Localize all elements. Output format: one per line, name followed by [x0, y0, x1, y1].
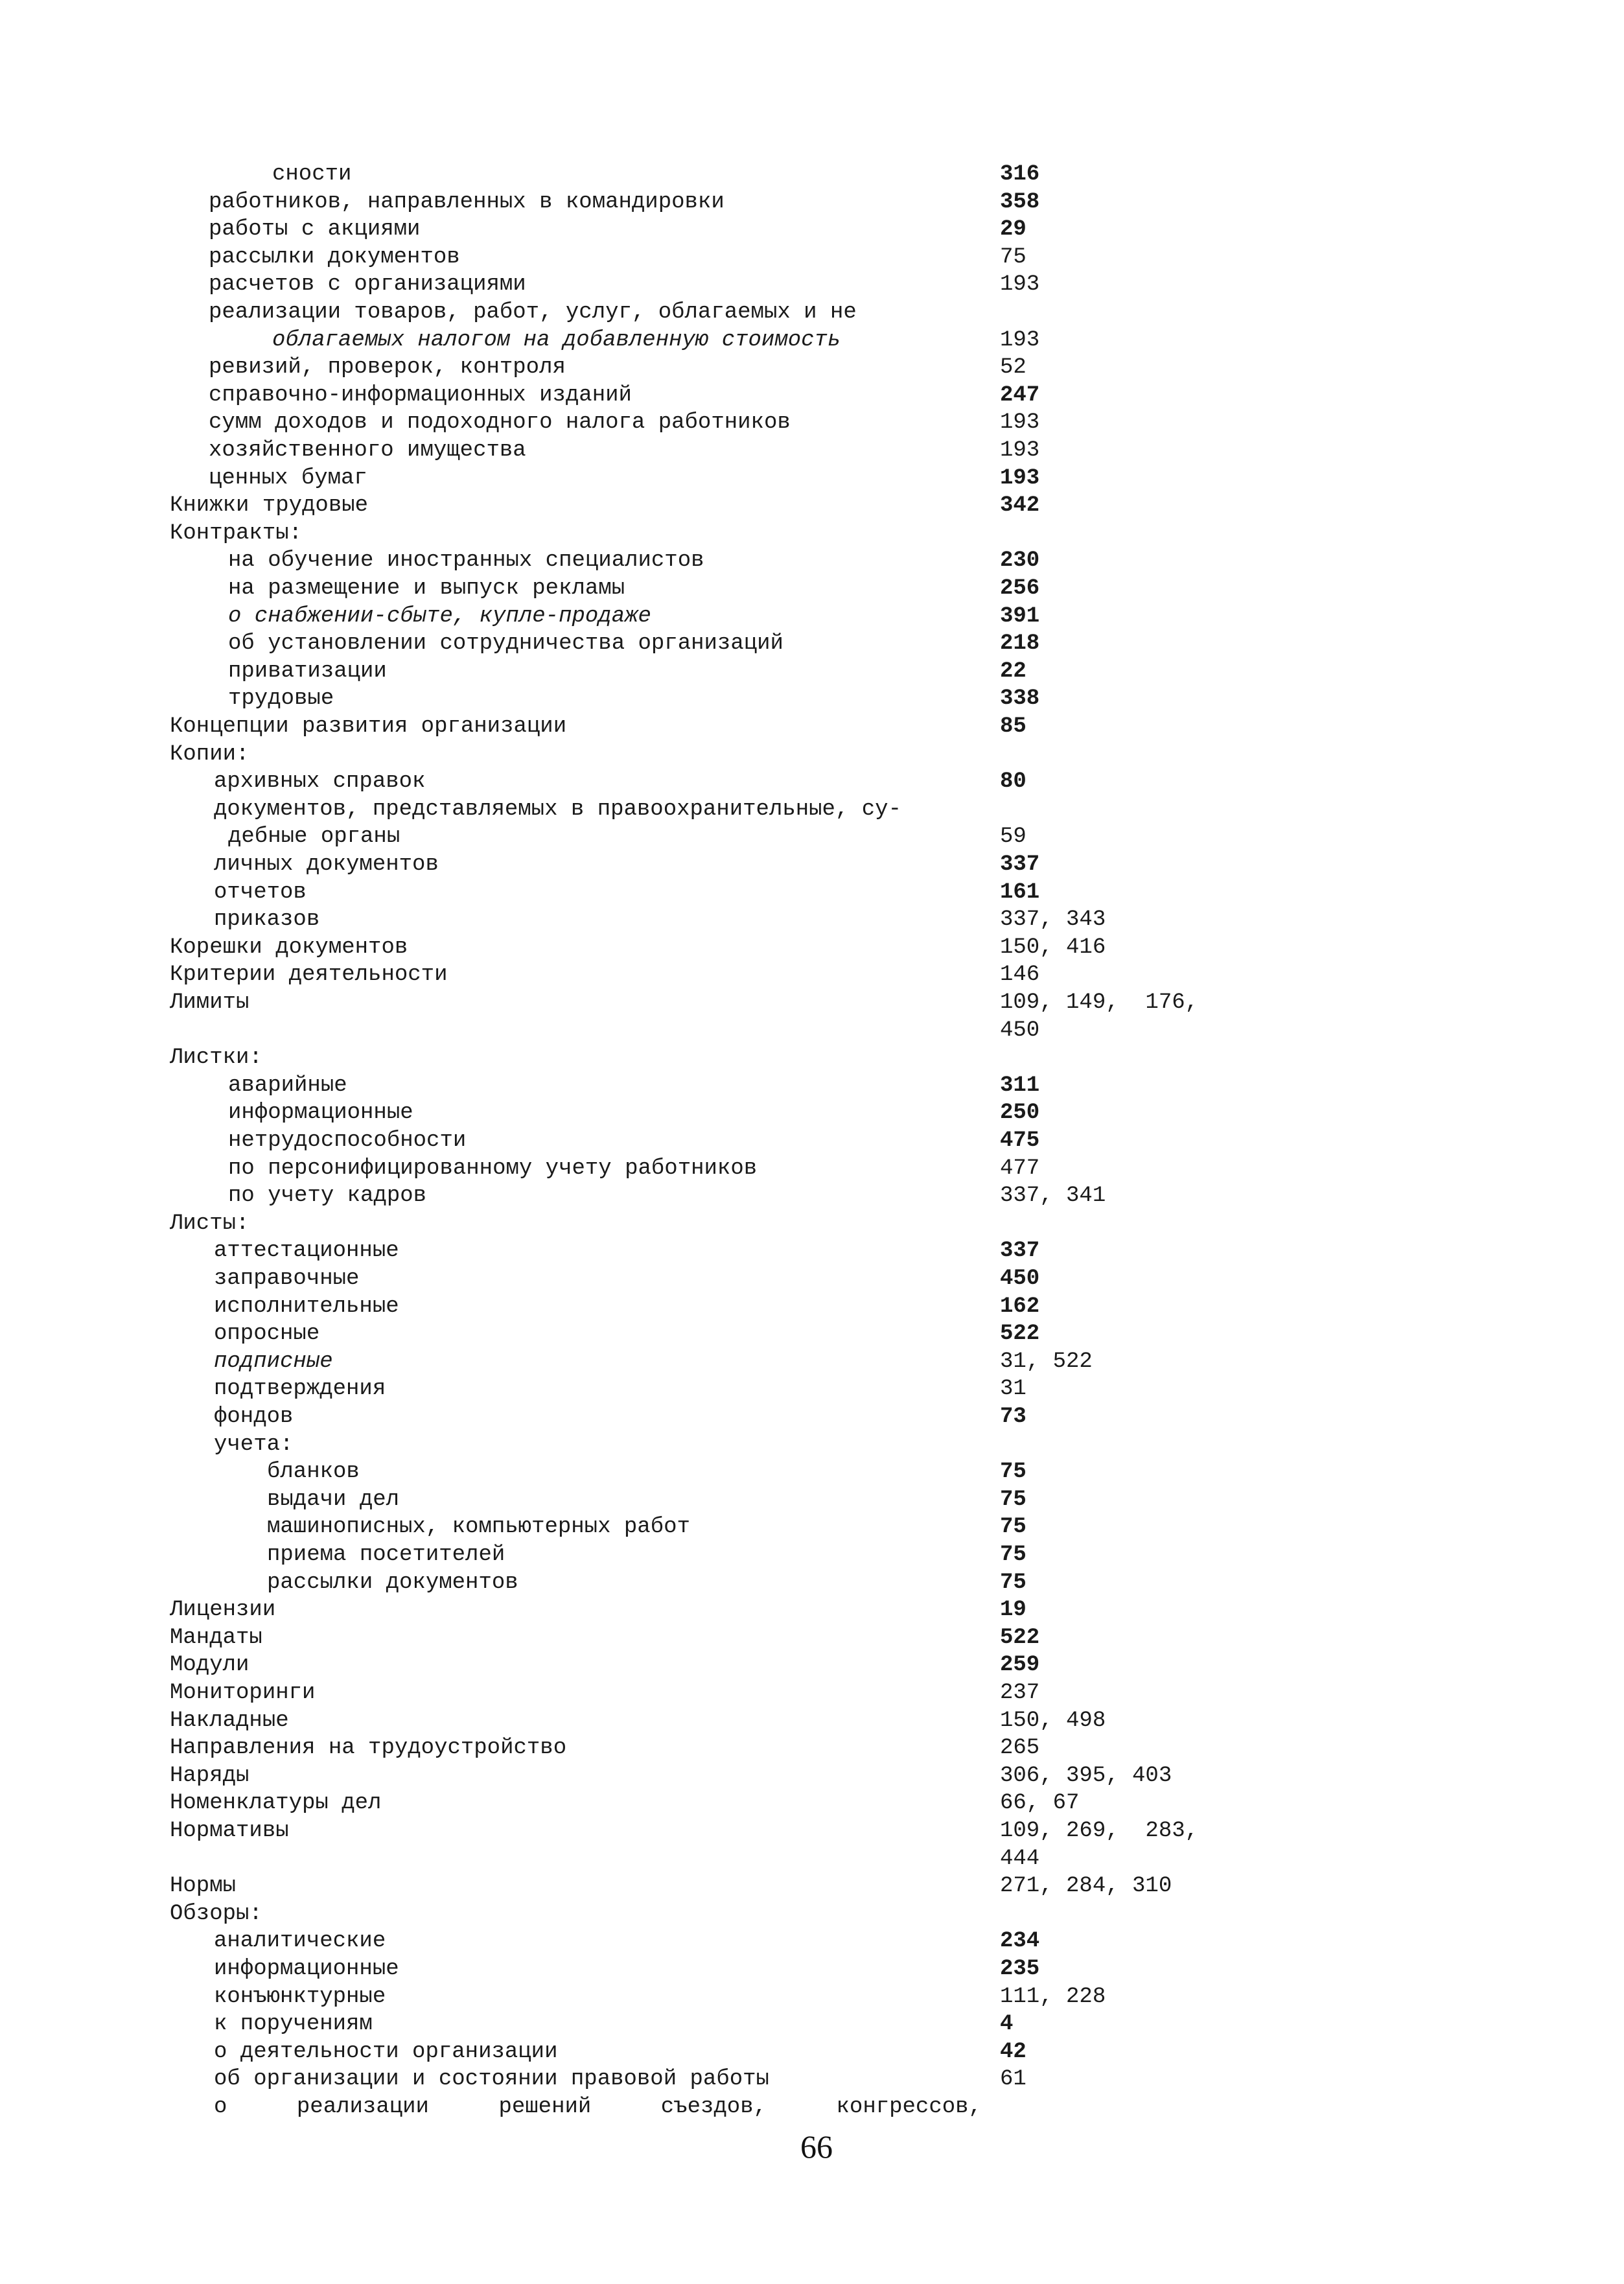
entry-page-refs: 522 [1000, 1625, 1040, 1650]
index-entry [0, 851, 1624, 878]
entry-term: трудовые [228, 686, 334, 712]
entry-term: Обзоры: [170, 1901, 262, 1926]
entry-page-refs: 475 [1000, 1128, 1040, 1153]
index-entry [0, 2093, 1624, 2121]
entry-term: Корешки документов [170, 935, 408, 960]
index-entry [0, 271, 1624, 298]
entry-term: Модули [170, 1653, 249, 1678]
index-entry [0, 1486, 1624, 1513]
index-entry [0, 658, 1624, 685]
entry-term: личных документов [214, 852, 439, 877]
entry-term: на размещение и выпуск рекламы [228, 576, 625, 601]
entry-page-refs: 342 [1000, 493, 1040, 519]
index-entry [0, 741, 1624, 768]
entry-page-refs: 73 [1000, 1404, 1027, 1429]
entry-term: рассылки документов [209, 244, 460, 270]
entry-page-refs: 271, 284, 310 [1000, 1874, 1172, 1899]
entry-page-refs: 338 [1000, 686, 1040, 712]
index-entry [0, 244, 1624, 271]
index-entry [0, 354, 1624, 381]
entry-term: бланков [267, 1460, 360, 1485]
entry-term: приватизации [228, 658, 387, 684]
index-entry [0, 1293, 1624, 1320]
entry-term: работников, направленных в командировки [209, 189, 725, 215]
index-entry [0, 989, 1624, 1016]
entry-page-refs: 234 [1000, 1929, 1040, 1954]
index-entry [0, 1983, 1624, 2010]
index-entry [0, 382, 1624, 409]
entry-page-refs: 75 [1000, 244, 1027, 270]
index-entry [0, 327, 1624, 354]
index-entry [0, 1955, 1624, 1983]
entry-term: аналитические [214, 1929, 386, 1954]
index-entry [0, 1541, 1624, 1568]
index-entry [0, 1403, 1624, 1430]
index-entry [0, 437, 1624, 464]
entry-term: Мониторинги [170, 1681, 316, 1705]
entry-page-refs: 477 [1000, 1156, 1040, 1181]
index-entry [0, 1458, 1624, 1486]
entry-term: справочно-информационных изданий [209, 382, 632, 408]
index-entry [0, 299, 1624, 326]
entry-term: выдачи дел [267, 1487, 400, 1512]
index-entry [0, 575, 1624, 602]
entry-term: аварийные [228, 1073, 347, 1098]
entry-page-refs: 193 [1000, 410, 1040, 436]
entry-page-refs: 4 [1000, 2012, 1014, 2037]
index-entry [0, 1624, 1624, 1651]
index-entry [0, 547, 1624, 574]
entry-page-refs: 259 [1000, 1653, 1040, 1678]
entry-term: работы с акциями [209, 217, 421, 242]
entry-page-refs: 337 [1000, 852, 1040, 877]
entry-page-refs: 306, 395, 403 [1000, 1763, 1172, 1788]
entry-term: Мандаты [170, 1625, 262, 1650]
index-entry [0, 492, 1624, 519]
index-entry [0, 1762, 1624, 1789]
entry-term: аттестационные [214, 1239, 399, 1264]
entry-page-refs: 31, 522 [1000, 1349, 1093, 1374]
entry-term: на обучение иностранных специалистов [228, 548, 704, 574]
entry-term: Нормы [170, 1874, 237, 1899]
entry-page-refs: 66, 67 [1000, 1791, 1080, 1816]
index-entry [0, 465, 1624, 492]
entry-page-refs: 218 [1000, 631, 1040, 657]
entry-page-refs: 29 [1000, 217, 1027, 242]
index-entry [0, 409, 1624, 436]
entry-page-refs: 358 [1000, 189, 1040, 215]
entry-term: Лицензии [170, 1598, 276, 1623]
entry-page-refs: 230 [1000, 548, 1040, 574]
entry-page-refs: 31 [1000, 1377, 1027, 1402]
entry-term: по персонифицированному учету работников [228, 1156, 758, 1181]
entry-term: Накладные [170, 1708, 289, 1733]
entry-term: Листы: [170, 1211, 249, 1236]
entry-page-refs: 161 [1000, 880, 1040, 905]
index-entry [0, 879, 1624, 906]
entry-term: подписные [214, 1349, 333, 1374]
entry-term: о снабжении-сбыте, купле-продаже [228, 603, 651, 629]
index-entry [0, 1320, 1624, 1347]
index-entry [0, 1044, 1624, 1071]
entry-page-refs: 109, 269, 283, [1000, 1819, 1199, 1843]
index-entry [0, 823, 1624, 850]
index-entry [0, 1127, 1624, 1154]
entry-term: заправочные [214, 1266, 360, 1291]
entry-page-refs: 22 [1000, 658, 1027, 684]
entry-term: машинописных, компьютерных работ [267, 1515, 690, 1540]
index-entry [0, 906, 1624, 933]
index-entry [0, 796, 1624, 823]
entry-term: Критерии деятельности [170, 962, 448, 988]
entry-page-refs: 256 [1000, 576, 1040, 601]
entry-term: облагаемых налогом на добавленную стоимость [272, 327, 841, 353]
entry-term: архивных справок [214, 769, 426, 795]
index-entry [0, 1348, 1624, 1375]
entry-term: информационные [214, 1957, 399, 1981]
index-entry [0, 520, 1624, 547]
entry-page-refs: 146 [1000, 962, 1040, 988]
entry-term: об установлении сотрудничества организаций [228, 631, 783, 657]
index-entry [0, 1569, 1624, 1596]
index-entry [0, 630, 1624, 657]
entry-term: нетрудоспособности [228, 1128, 467, 1153]
entry-term: Листки: [170, 1045, 262, 1071]
entry-page-refs: 150, 416 [1000, 935, 1106, 960]
entry-term: отчетов [214, 880, 307, 905]
index-entry [0, 1155, 1624, 1182]
index-entry [0, 1072, 1624, 1099]
index-entry [0, 768, 1624, 795]
index-entry [0, 1928, 1624, 1955]
entry-page-refs: 75 [1000, 1487, 1027, 1512]
entry-term: подтверждения [214, 1377, 386, 1402]
entry-term: о реализации решений съездов, конгрессов, [214, 2095, 982, 2119]
entry-term: Наряды [170, 1763, 249, 1788]
page-number: 66 [800, 2128, 833, 2165]
entry-page-refs: 109, 149, 176, [1000, 990, 1199, 1015]
entry-page-refs: 75 [1000, 1460, 1027, 1485]
entry-page-refs: 150, 498 [1000, 1708, 1106, 1733]
entry-page-refs: 75 [1000, 1515, 1027, 1540]
entry-term: ценных бумаг [209, 465, 367, 491]
index-entry [0, 1017, 1624, 1044]
index-entry [0, 1872, 1624, 1900]
entry-page-refs: 80 [1000, 769, 1027, 795]
entry-term: об организации и состоянии правовой работы [214, 2067, 769, 2092]
entry-term: реализации товаров, работ, услуг, облагаемых и не [209, 300, 857, 325]
index-entry [0, 1513, 1624, 1541]
entry-page-refs: 450 [1000, 1018, 1040, 1043]
index-entry [0, 1210, 1624, 1237]
entry-page-refs: 193 [1000, 327, 1040, 353]
entry-term: документов, представляемых в правоохранительные, су- [214, 797, 901, 822]
index-entry [0, 1900, 1624, 1928]
index-entry [0, 216, 1624, 243]
index-entry [0, 1431, 1624, 1458]
entry-page-refs: 337, 341 [1000, 1183, 1106, 1209]
index-entry [0, 934, 1624, 961]
entry-term: Концепции развития организации [170, 714, 567, 739]
entry-page-refs: 193 [1000, 272, 1040, 297]
index-entry [0, 685, 1624, 712]
index-entry [0, 1182, 1624, 1209]
entry-term: сности [272, 162, 352, 187]
entry-page-refs: 250 [1000, 1101, 1040, 1126]
entry-term: Книжки трудовые [170, 493, 369, 519]
entry-page-refs: 193 [1000, 465, 1040, 491]
entry-page-refs: 265 [1000, 1736, 1040, 1761]
entry-page-refs: 337 [1000, 1239, 1040, 1264]
entry-term: Лимиты [170, 990, 249, 1015]
entry-term: к поручениям [214, 2012, 373, 2037]
entry-page-refs: 52 [1000, 355, 1027, 380]
entry-page-refs: 237 [1000, 1681, 1040, 1705]
index-entry [0, 161, 1624, 188]
entry-page-refs: 247 [1000, 382, 1040, 408]
entry-term: Номенклатуры дел [170, 1791, 382, 1816]
entry-term: информационные [228, 1101, 413, 1126]
entry-term: расчетов с организациями [209, 272, 526, 297]
index-entry [0, 1707, 1624, 1734]
entry-term: ревизий, проверок, контроля [209, 355, 566, 380]
entry-page-refs: 85 [1000, 714, 1027, 739]
entry-page-refs: 311 [1000, 1073, 1040, 1098]
index-entry [0, 1237, 1624, 1264]
entry-page-refs: 444 [1000, 1846, 1040, 1871]
entry-term: приказов [214, 907, 320, 933]
index-entry [0, 1099, 1624, 1126]
index-entry [0, 1265, 1624, 1292]
index-entry [0, 2010, 1624, 2038]
entry-page-refs: 316 [1000, 162, 1040, 187]
entry-term: по учету кадров [228, 1183, 427, 1209]
index-entry [0, 1817, 1624, 1845]
entry-page-refs: 391 [1000, 603, 1040, 629]
entry-term: учета: [214, 1432, 294, 1457]
index-entry [0, 189, 1624, 216]
entry-page-refs: 235 [1000, 1957, 1040, 1981]
entry-term: сумм доходов и подоходного налога работников [209, 410, 791, 436]
entry-term: исполнительные [214, 1294, 399, 1319]
entry-page-refs: 193 [1000, 438, 1040, 463]
entry-term: Копии: [170, 741, 249, 767]
index-entry [0, 713, 1624, 740]
index-entry [0, 603, 1624, 630]
entry-term: опросные [214, 1322, 320, 1347]
index-entry [0, 2038, 1624, 2066]
entry-term: конъюнктурные [214, 1984, 386, 2009]
index-entry [0, 1596, 1624, 1624]
index-entry [0, 1651, 1624, 1679]
entry-page-refs: 450 [1000, 1266, 1040, 1291]
index-entry [0, 961, 1624, 988]
entry-page-refs: 42 [1000, 2039, 1027, 2064]
entry-term: Направления на трудоустройство [170, 1736, 567, 1761]
entry-term: приема посетителей [267, 1543, 505, 1567]
index-entry [0, 1734, 1624, 1762]
entry-page-refs: 111, 228 [1000, 1984, 1106, 2009]
entry-page-refs: 522 [1000, 1322, 1040, 1347]
entry-term: Нормативы [170, 1819, 289, 1843]
index-entry [0, 1375, 1624, 1403]
entry-page-refs: 61 [1000, 2067, 1027, 2092]
entry-page-refs: 162 [1000, 1294, 1040, 1319]
entry-term: о деятельности организации [214, 2039, 558, 2064]
entry-page-refs: 75 [1000, 1543, 1027, 1567]
index-entry [0, 2066, 1624, 2093]
entry-term: хозяйственного имущества [209, 438, 526, 463]
index-entry [0, 1789, 1624, 1817]
index-entry [0, 1845, 1624, 1872]
entry-term: дебные органы [228, 824, 400, 850]
entry-page-refs: 337, 343 [1000, 907, 1106, 933]
entry-term: рассылки документов [267, 1570, 518, 1595]
entry-term: Контракты: [170, 520, 303, 546]
index-entry [0, 1679, 1624, 1707]
entry-page-refs: 59 [1000, 824, 1027, 850]
entry-page-refs: 19 [1000, 1598, 1027, 1623]
entry-page-refs: 75 [1000, 1570, 1027, 1595]
entry-term: фондов [214, 1404, 294, 1429]
